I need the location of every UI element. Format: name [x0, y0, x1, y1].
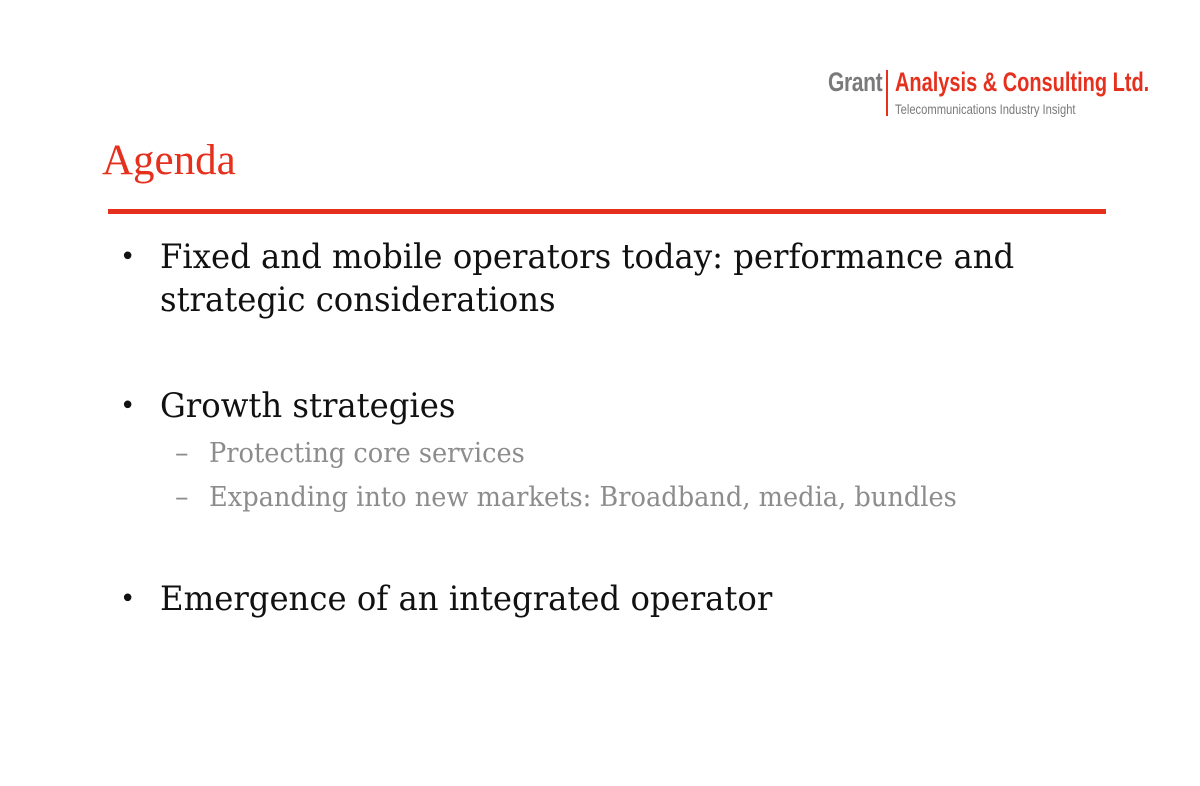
title-underline — [108, 209, 1106, 214]
bullet-item-growth — [120, 385, 1020, 428]
company-logo — [828, 66, 1150, 124]
subitem-text: Protecting core services — [209, 438, 525, 469]
logo-divider — [886, 70, 888, 116]
bullet-line: Fixed and mobile operators today: performance and — [160, 237, 1015, 277]
bullet-icon: • — [120, 584, 136, 614]
logo-grant-text: Grant — [828, 67, 883, 97]
subitem-text: Expanding into new markets: Broadband, media, bundles — [209, 482, 957, 513]
bullet-line: strategic considerations — [160, 280, 556, 320]
bullet-item-operators — [120, 236, 1020, 322]
bullet-line: Growth strategies — [160, 386, 456, 426]
dash-icon: – — [175, 438, 189, 469]
slide-title: Agenda — [102, 137, 236, 184]
dash-icon: – — [175, 482, 189, 513]
bullet-icon: • — [120, 391, 136, 421]
bullet-line: Emergence of an integrated operator — [160, 579, 773, 619]
logo-company-text: Analysis & Consulting Ltd. — [895, 67, 1150, 97]
bullet-icon: • — [120, 242, 136, 272]
subitem-protecting — [175, 437, 541, 471]
logo-tagline: Telecommunications Industry Insight — [895, 101, 1076, 117]
bullet-item-integrated — [120, 578, 1020, 621]
subitem-expanding — [175, 481, 996, 515]
